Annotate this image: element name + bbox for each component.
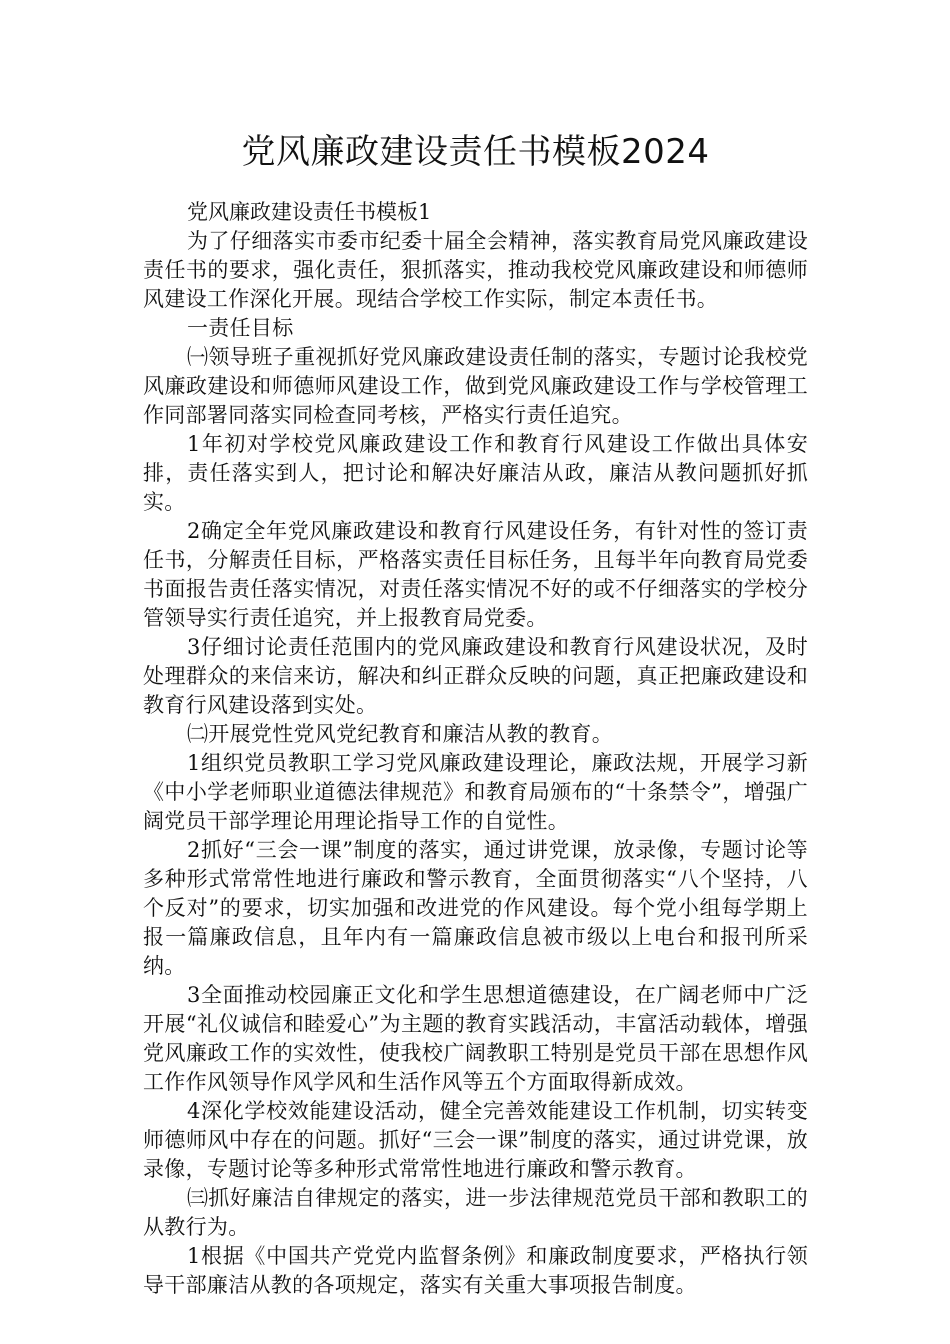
paragraph-1: 为了仔细落实市委市纪委十届全会精神，落实教育局党风廉政建设责任书的要求，强化责任，狠抓落实，推动我校党风廉政建设和师德师风建设工作深化开展。现结合学校工作实际，制定本责任书。 xyxy=(143,229,808,311)
paragraph-12: ㈢抓好廉洁自律规定的落实，进一步法律规范党员干部和教职工的从教行为。 xyxy=(143,1186,808,1239)
document-page xyxy=(143,128,808,1300)
paragraph-4: 1年初对学校党风廉政建设工作和教育行风建设工作做出具体安排，责任落实到人，把讨论和解决好廉洁从政，廉洁从教问题抓好抓实。 xyxy=(143,432,808,514)
section-heading-responsibility-goals: 一责任目标 xyxy=(187,316,294,340)
document-title: 党风廉政建设责任书模板2024 xyxy=(241,132,710,172)
paragraph-3: ㈠领导班子重视抓好党风廉政建设责任制的落实，专题讨论我校党风廉政建设和师德师风建设工作，做到党风廉政建设工作与学校管理工作同部署同落实同检查同考核，严格实行责任追究。 xyxy=(143,345,808,427)
paragraph-5: 2确定全年党风廉政建设和教育行风建设任务，有针对性的签订责任书，分解责任目标，严格落实责任目标任务，且每半年向教育局党委书面报告责任落实情况，对责任落实情况不好的或不仔细落实的学校分管领导实行责任追究，并上报教育局党委。 xyxy=(143,519,808,630)
paragraph-7: ㈡开展党性党风党纪教育和廉洁从教的教育。 xyxy=(187,722,613,746)
paragraph-9: 2抓好“三会一课”制度的落实，通过讲党课，放录像，专题讨论等多种形式常常性地进行廉政和警示教育，全面贯彻落实“八个坚持，八个反对”的要求，切实加强和改进党的作风建设。每个党小组每学期上报一篇廉政信息，且年内有一篇廉政信息被市级以上电台和报刊所采纳。 xyxy=(143,838,808,978)
paragraph-13: 1根据《中国共产党党内监督条例》和廉政制度要求，严格执行领导干部廉洁从教的各项规定，落实有关重大事项报告制度。 xyxy=(143,1244,808,1297)
paragraph-11: 4深化学校效能建设活动，健全完善效能建设工作机制，切实转变师德师风中存在的问题。抓好“三会一课”制度的落实，通过讲党课，放录像，专题讨论等多种形式常常性地进行廉政和警示教育。 xyxy=(143,1099,808,1181)
paragraph-6: 3仔细讨论责任范围内的党风廉政建设和教育行风建设状况，及时处理群众的来信来访，解决和纠正群众反映的问题，真正把廉政建设和教育行风建设落到实处。 xyxy=(143,635,808,717)
paragraph-8: 1组织党员教职工学习党风廉政建设理论，廉政法规，开展学习新《中小学老师职业道德法律规范》和教育局颁布的“十条禁令”，增强广阔党员干部学理论用理论指导工作的自觉性。 xyxy=(143,751,808,833)
document-subtitle: 党风廉政建设责任书模板1 xyxy=(187,200,432,224)
paragraph-10: 3全面推动校园廉正文化和学生思想道德建设，在广阔老师中广泛开展“礼仪诚信和睦爱心”为主题的教育实践活动，丰富活动载体，增强党风廉政工作的实效性，使我校广阔教职工特别是党员干部在思想作风工作作风领导作风学风和生活作风等五个方面取得新成效。 xyxy=(143,983,808,1094)
